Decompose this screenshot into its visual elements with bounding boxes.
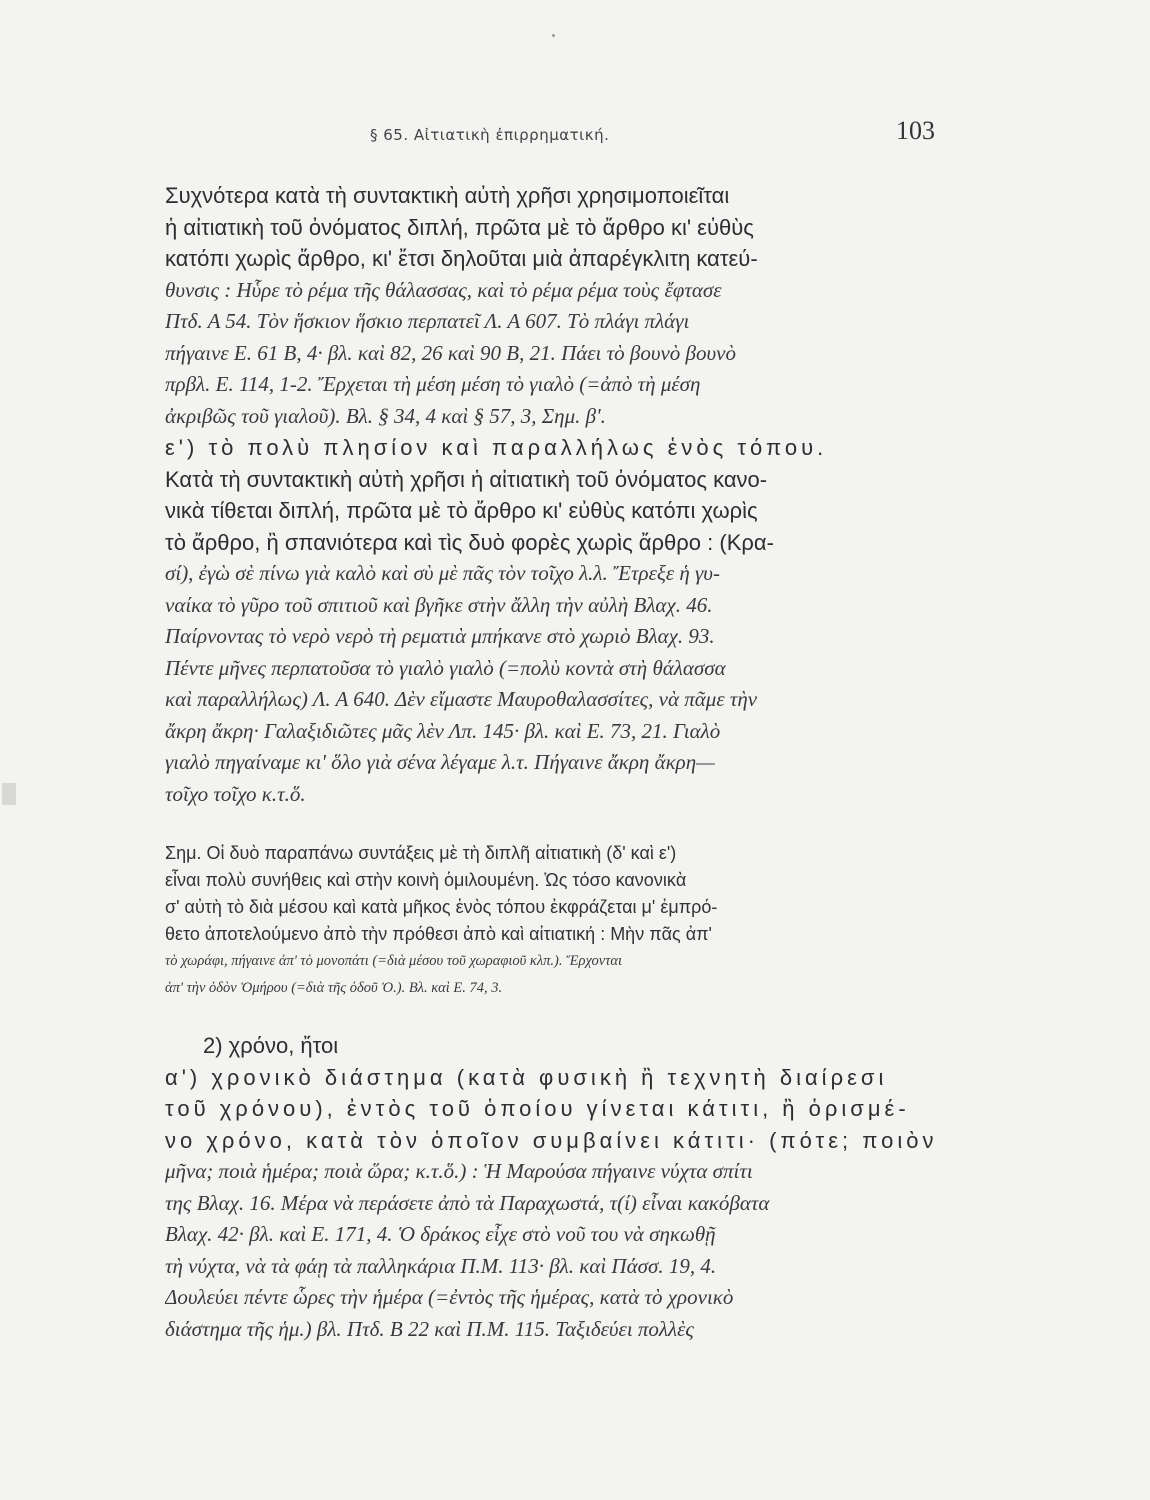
section-heading: 2) χρόνο, ἤτοι bbox=[203, 1033, 339, 1058]
section-two bbox=[165, 1030, 950, 1345]
running-header: § 65. Αἰτιατικὴ ἐπιρρηματική. bbox=[370, 126, 610, 144]
text-line: ναίκα τὸ γῦρο τοῦ σπιτιοῦ καὶ βγῆκε στὴν ἄλλη τὴν αὐλὴ Βλαχ. 46. bbox=[165, 592, 713, 617]
text-line: ἀκριβῶς τοῦ γιαλοῦ). Βλ. § 34, 4 καὶ § 57, 3, Σημ. β'. bbox=[165, 403, 606, 428]
text-line: Δουλεύει πέντε ὧρες τὴν ἡμέρα (=ἐντὸς τῆς ἡμέρας, κατὰ τὸ χρονικὸ bbox=[165, 1285, 734, 1309]
text-line: Παίρνοντας τὸ νερὸ νερὸ τὴ ρεματιὰ μπήκανε στὸ χωριὸ Βλαχ. 93. bbox=[165, 624, 715, 648]
text-line: τοῦ χρόνου), ἐντὸς τοῦ ὁποίου γίνεται κάτιτι, ἢ ὁρισμέ- bbox=[165, 1096, 910, 1121]
text-line: σί), ἐγὼ σὲ πίνω γιὰ καλὸ καὶ σὺ μὲ πᾶς τὸν τοῖχο λ.λ. Ἔτρεξε ἡ γυ- bbox=[165, 561, 720, 585]
text-line: Βλαχ. 42· βλ. καὶ Ε. 171, 4. Ὁ δράκος εἶχε στὸ νοῦ του νὰ σηκωθῇ bbox=[165, 1222, 716, 1246]
text-line: κατόπι χωρὶς ἄρθρο, κι' ἔτσι δηλοῦται μιὰ ἀπαρέγκλιτη κατεύ- bbox=[165, 246, 758, 271]
main-paragraphs bbox=[165, 180, 950, 810]
note-line: τὸ χωράφι, πήγαινε ἀπ' τὸ μονοπάτι (=διὰ μέσου τοῦ χωραφιοῦ κλπ.). Ἔρχονται bbox=[165, 953, 623, 969]
margin-mark bbox=[2, 783, 16, 805]
note-line: εἶναι πολὺ συνήθεις καὶ στὴν κοινὴ ὁμιλουμένη. Ὡς τόσο κανονικὰ bbox=[165, 870, 687, 890]
page-number: 103 bbox=[896, 116, 935, 145]
text-line: γιαλὸ πηγαίναμε κι' ὅλο γιὰ σένα λέγαμε λ.τ. Πήγαινε ἄκρη ἄκρη— bbox=[165, 750, 715, 774]
text-line: διάστημα τῆς ἡμ.) βλ. Πτδ. Β 22 καὶ Π.Μ. 115. Ταξιδεύει πολλὲς bbox=[165, 1316, 694, 1341]
text-line: θυνσις : Ηὗρε τὸ ρέμα τῆς θάλασσας, καὶ τὸ ρέμα ρέμα τοὺς ἔφτασε bbox=[165, 277, 722, 302]
note-line: θετο ἀποτελούμενο ἀπὸ τὴν πρόθεσι ἀπὸ καὶ αἰτιατική : Μὴν πᾶς ἀπ' bbox=[165, 924, 712, 944]
text-line: νο χρόνο, κατὰ τὸν ὁποῖον συμβαίνει κάτιτι· (πότε; ποιὸν bbox=[165, 1127, 938, 1153]
note-line: ἀπ' τὴν ὁδὸν Ὁμήρου (=διὰ τῆς ὁδοῦ Ὁ.). Βλ. καὶ Ε. 74, 3. bbox=[165, 980, 503, 996]
text-line: μῆνα; ποιὰ ἡμέρα; ποιὰ ὥρα; κ.τ.ὅ.) : Ἡ Μαρούσα πήγαινε νύχτα σπίτι bbox=[165, 1159, 753, 1183]
text-line: της Βλαχ. 16. Μέρα νὰ περάσετε ἀπὸ τὰ Παραχωστά, τ(ί) εἶναι κακόβατα bbox=[165, 1190, 770, 1215]
text-line: καὶ παραλλήλως) Λ. Α 640. Δὲν εἴμαστε Μαυροθαλασσίτες, νὰ πᾶμε τὴν bbox=[165, 687, 758, 711]
text-line: πρβλ. Ε. 114, 1-2. Ἔρχεται τὴ μέση μέση τὸ γιαλὸ (=ἀπὸ τὴ μέση bbox=[165, 372, 701, 396]
note-block bbox=[165, 840, 950, 1002]
text-line: Συχνότερα κατὰ τὴ συντακτικὴ αὐτὴ χρῆσι χρησιμοποιεῖται bbox=[165, 183, 730, 208]
subsection-heading: ε') τὸ πολὺ πλησίον καὶ παραλλήλως ἑνὸς τόπου. bbox=[165, 435, 828, 460]
text-line: ἄκρη ἄκρη· Γαλαξιδιῶτες μᾶς λὲν Λπ. 145· βλ. καὶ Ε. 73, 21. Γιαλὸ bbox=[165, 718, 721, 743]
text-line: νικὰ τίθεται διπλή, πρῶτα μὲ τὸ ἄρθρο κι' εὐθὺς κατόπι χωρὶς bbox=[165, 498, 758, 523]
text-line: ἡ αἰτιατικὴ τοῦ ὀνόματος διπλή, πρῶτα μὲ τὸ ἄρθρο κι' εὐθὺς bbox=[165, 214, 754, 240]
text-line: τὸ ἄρθρο, ἢ σπανιότερα καὶ τὶς δυὸ φορὲς χωρὶς ἄρθρο : (Κρα- bbox=[165, 529, 774, 555]
text-line: Κατὰ τὴ συντακτικὴ αὐτὴ χρῆσι ἡ αἰτιατικὴ τοῦ ὀνόματος κανο- bbox=[165, 466, 768, 492]
text-line: πήγαινε Ε. 61 Β, 4· βλ. καὶ 82, 26 καὶ 90 Β, 21. Πάει τὸ βουνὸ βουνὸ bbox=[165, 340, 736, 365]
text-line: Πέντε μῆνες περπατοῦσα τὸ γιαλὸ γιαλὸ (=πολὺ κοντὰ στὴ θάλασσα bbox=[165, 655, 726, 680]
text-line: Πτδ. Α 54. Τὸν ἥσκιον ἥσκιο περπατεῖ Λ. Α 607. Τὸ πλάγι πλάγι bbox=[165, 309, 690, 333]
text-line: τὴ νύχτα, νὰ τὰ φάῃ τὰ παλληκάρια Π.Μ. 113· βλ. καὶ Πάσσ. 19, 4. bbox=[165, 1253, 717, 1278]
note-line: σ' αὐτὴ τὸ διὰ μέσου καὶ κατὰ μῆκος ἑνὸς τόπου ἐκφράζεται μ' ἐμπρό- bbox=[165, 897, 718, 917]
note-line: Σημ. Οἱ δυὸ παραπάνω συντάξεις μὲ τὴ διπλῆ αἰτιατικὴ (δ' καὶ ε') bbox=[165, 843, 677, 863]
text-line: α') χρονικὸ διάστημα (κατὰ φυσικὴ ἢ τεχνητὴ διαίρεσι bbox=[165, 1064, 888, 1090]
speck-dot bbox=[552, 34, 555, 37]
text-line: τοῖχο τοῖχο κ.τ.ὅ. bbox=[165, 781, 306, 806]
